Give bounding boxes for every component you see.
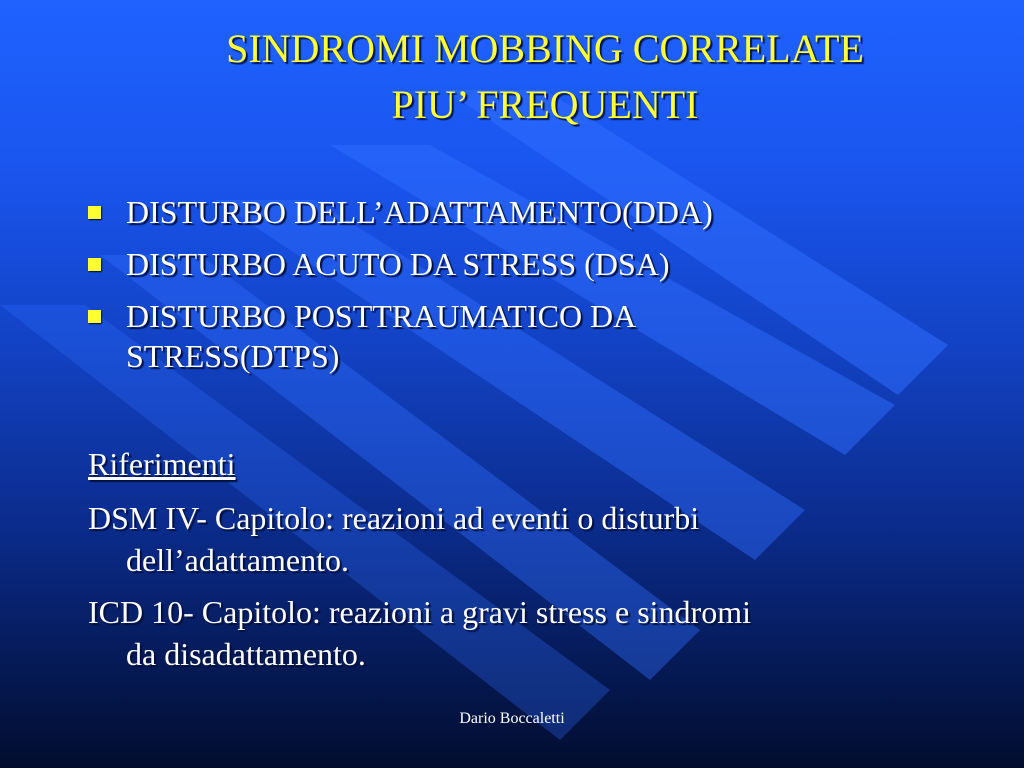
slide-footer-author: Dario Boccaletti — [459, 710, 565, 727]
bullet-item-dda — [88, 194, 968, 230]
bullet-text-line-1: DISTURBO POSTTRAUMATICO DA — [126, 298, 637, 334]
reference-icd-line-1: ICD 10- Capitolo: reazioni a gravi stress e sindromi — [88, 594, 751, 630]
bullet-item-dsa — [88, 246, 968, 282]
bullet-item-dtps — [88, 298, 968, 378]
reference-icd-line-2: da disadattamento. — [126, 636, 366, 672]
square-bullet-icon — [88, 206, 101, 219]
square-bullet-icon — [88, 258, 101, 271]
bullet-text-line-2: STRESS(DTPS) — [126, 338, 340, 374]
bullet-text: DISTURBO ACUTO DA STRESS (DSA) — [126, 246, 670, 282]
references-heading: Riferimenti — [88, 446, 236, 482]
bullet-text: DISTURBO DELL’ADATTAMENTO(DDA) — [126, 194, 713, 230]
reference-dsm-line-1: DSM IV- Capitolo: reazioni ad eventi o disturbi — [88, 500, 700, 536]
reference-dsm-line-2: dell’adattamento. — [126, 542, 350, 578]
slide-title-line-2: PIU’ FREQUENTI — [391, 82, 699, 127]
square-bullet-icon — [88, 310, 101, 323]
slide-title-line-1: SINDROMI MOBBING CORRELATE — [226, 26, 864, 71]
